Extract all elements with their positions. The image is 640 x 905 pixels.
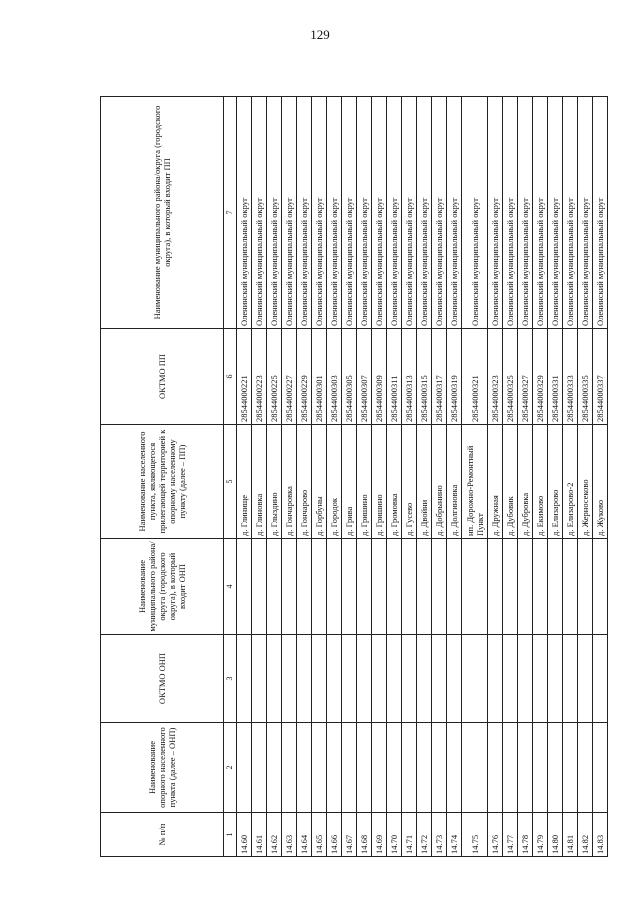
onp-district-cell	[342, 539, 357, 635]
table-row	[593, 97, 608, 857]
pp-name-cell: д. Елизарово-2	[563, 425, 578, 539]
onp-oktmo-cell	[267, 635, 282, 723]
onp-oktmo-cell	[578, 635, 593, 723]
onp-district-cell	[357, 539, 372, 635]
table-header-row	[101, 97, 224, 857]
pp-oktmo-cell: 28544000221	[237, 329, 252, 425]
table-row	[417, 97, 432, 857]
onp-district-cell	[518, 539, 533, 635]
pp-name-cell: д. Гришино	[372, 425, 387, 539]
pp-name-cell: нп. Дорожно-Ремонтный Пункт	[462, 425, 488, 539]
pp-name-cell: д. Дубровка	[518, 425, 533, 539]
onp-district-cell	[312, 539, 327, 635]
onp-district-cell	[548, 539, 563, 635]
onp-district-cell	[488, 539, 503, 635]
onp-name-cell	[432, 723, 447, 813]
onp-district-cell	[447, 539, 462, 635]
onp-district-cell	[593, 539, 608, 635]
onp-district-cell	[563, 539, 578, 635]
onp-district-cell	[327, 539, 342, 635]
onp-name-cell	[503, 723, 518, 813]
onp-district-cell	[402, 539, 417, 635]
onp-district-cell	[417, 539, 432, 635]
pp-district-cell: Оленинский муниципальный округ	[563, 97, 578, 329]
onp-name-cell	[593, 723, 608, 813]
onp-name-cell	[252, 723, 267, 813]
header-number: № п/п	[101, 813, 224, 857]
table-row	[357, 97, 372, 857]
table-row	[402, 97, 417, 857]
table-row	[282, 97, 297, 857]
row-number-cell: 14.67	[342, 813, 357, 857]
pp-name-cell: д. Елизарово	[548, 425, 563, 539]
row-number-cell: 14.80	[548, 813, 563, 857]
pp-district-cell: Оленинский муниципальный округ	[297, 97, 312, 329]
pp-district-cell: Оленинский муниципальный округ	[342, 97, 357, 329]
row-number-cell: 14.75	[462, 813, 488, 857]
onp-district-cell	[462, 539, 488, 635]
table-row	[518, 97, 533, 857]
pp-oktmo-cell: 28544000335	[578, 329, 593, 425]
row-number-cell: 14.68	[357, 813, 372, 857]
pp-district-cell: Оленинский муниципальный округ	[267, 97, 282, 329]
pp-oktmo-cell: 28544000309	[372, 329, 387, 425]
table-row	[578, 97, 593, 857]
pp-district-cell: Оленинский муниципальный округ	[593, 97, 608, 329]
onp-oktmo-cell	[533, 635, 548, 723]
pp-oktmo-cell: 28544000329	[533, 329, 548, 425]
row-number-cell: 14.69	[372, 813, 387, 857]
onp-name-cell	[402, 723, 417, 813]
pp-oktmo-cell: 28544000311	[387, 329, 402, 425]
pp-oktmo-cell: 28544000229	[297, 329, 312, 425]
row-number-cell: 14.65	[312, 813, 327, 857]
row-number-cell: 14.66	[327, 813, 342, 857]
table-row	[327, 97, 342, 857]
header-pp-district: Наименование муниципального района/округа (городского округа), в который входит ПП	[101, 97, 224, 329]
table-row	[297, 97, 312, 857]
pp-name-cell: д. Добрынино	[432, 425, 447, 539]
onp-oktmo-cell	[402, 635, 417, 723]
onp-name-cell	[462, 723, 488, 813]
pp-name-cell: д. Гончарово	[297, 425, 312, 539]
onp-name-cell	[387, 723, 402, 813]
onp-oktmo-cell	[503, 635, 518, 723]
pp-oktmo-cell: 28544000337	[593, 329, 608, 425]
row-number-cell: 14.77	[503, 813, 518, 857]
onp-district-cell	[432, 539, 447, 635]
settlements-table	[100, 96, 608, 857]
header-onp-name: Наименование опорного населенного пункта (далее – ОНП)	[101, 723, 224, 813]
pp-name-cell: д. Гусево	[402, 425, 417, 539]
onp-oktmo-cell	[357, 635, 372, 723]
pp-oktmo-cell: 28544000321	[462, 329, 488, 425]
pp-oktmo-cell: 28544000315	[417, 329, 432, 425]
onp-name-cell	[342, 723, 357, 813]
pp-district-cell: Оленинский муниципальный округ	[357, 97, 372, 329]
table-row	[563, 97, 578, 857]
table-row	[342, 97, 357, 857]
table-row	[533, 97, 548, 857]
pp-district-cell: Оленинский муниципальный округ	[372, 97, 387, 329]
pp-oktmo-cell: 28544000325	[503, 329, 518, 425]
header-onp-oktmo: ОКТМО ОНП	[101, 635, 224, 723]
onp-oktmo-cell	[387, 635, 402, 723]
onp-oktmo-cell	[312, 635, 327, 723]
onp-name-cell	[533, 723, 548, 813]
onp-oktmo-cell	[237, 635, 252, 723]
column-number: 2	[224, 723, 237, 813]
row-number-cell: 14.64	[297, 813, 312, 857]
onp-oktmo-cell	[297, 635, 312, 723]
pp-district-cell: Оленинский муниципальный округ	[503, 97, 518, 329]
onp-district-cell	[297, 539, 312, 635]
pp-district-cell: Оленинский муниципальный округ	[252, 97, 267, 329]
pp-name-cell: д. Грива	[342, 425, 357, 539]
page-number: 129	[310, 27, 330, 42]
onp-name-cell	[578, 723, 593, 813]
pp-name-cell: д. Двойни	[417, 425, 432, 539]
table-viewport	[100, 55, 605, 857]
pp-oktmo-cell: 28544000305	[342, 329, 357, 425]
onp-name-cell	[518, 723, 533, 813]
pp-oktmo-cell: 28544000323	[488, 329, 503, 425]
pp-district-cell: Оленинский муниципальный округ	[282, 97, 297, 329]
onp-oktmo-cell	[548, 635, 563, 723]
onp-district-cell	[578, 539, 593, 635]
onp-name-cell	[282, 723, 297, 813]
header-pp-oktmo: ОКТМО ПП	[101, 329, 224, 425]
pp-oktmo-cell: 28544000301	[312, 329, 327, 425]
pp-district-cell: Оленинский муниципальный округ	[518, 97, 533, 329]
pp-oktmo-cell: 28544000317	[432, 329, 447, 425]
column-number: 4	[224, 539, 237, 635]
column-numbers-row	[224, 97, 237, 857]
onp-name-cell	[312, 723, 327, 813]
row-number-cell: 14.73	[432, 813, 447, 857]
pp-name-cell: д. Жерносеково	[578, 425, 593, 539]
pp-name-cell: д. Глинище	[237, 425, 252, 539]
row-number-cell: 14.83	[593, 813, 608, 857]
pp-name-cell: д. Глиновка	[252, 425, 267, 539]
header-onp-district: Наименование муниципального района/округа (городского округа), в который входит ОНП	[101, 539, 224, 635]
onp-oktmo-cell	[417, 635, 432, 723]
pp-name-cell: д. Дубовик	[503, 425, 518, 539]
column-number: 3	[224, 635, 237, 723]
pp-district-cell: Оленинский муниципальный округ	[417, 97, 432, 329]
onp-oktmo-cell	[282, 635, 297, 723]
pp-oktmo-cell: 28544000331	[548, 329, 563, 425]
row-number-cell: 14.81	[563, 813, 578, 857]
onp-name-cell	[488, 723, 503, 813]
pp-oktmo-cell: 28544000307	[357, 329, 372, 425]
pp-name-cell: д. Глыздино	[267, 425, 282, 539]
pp-oktmo-cell: 28544000227	[282, 329, 297, 425]
onp-oktmo-cell	[372, 635, 387, 723]
pp-district-cell: Оленинский муниципальный округ	[462, 97, 488, 329]
onp-name-cell	[417, 723, 432, 813]
column-number: 6	[224, 329, 237, 425]
onp-name-cell	[327, 723, 342, 813]
pp-district-cell: Оленинский муниципальный округ	[237, 97, 252, 329]
table-row	[372, 97, 387, 857]
pp-name-cell: д. Гришино	[357, 425, 372, 539]
pp-district-cell: Оленинский муниципальный округ	[312, 97, 327, 329]
column-number: 5	[224, 425, 237, 539]
row-number-cell: 14.61	[252, 813, 267, 857]
onp-oktmo-cell	[432, 635, 447, 723]
pp-oktmo-cell: 28544000303	[327, 329, 342, 425]
onp-oktmo-cell	[447, 635, 462, 723]
onp-oktmo-cell	[342, 635, 357, 723]
table-row	[462, 97, 488, 857]
onp-district-cell	[533, 539, 548, 635]
pp-district-cell: Оленинский муниципальный округ	[402, 97, 417, 329]
pp-district-cell: Оленинский муниципальный округ	[488, 97, 503, 329]
onp-name-cell	[372, 723, 387, 813]
onp-district-cell	[267, 539, 282, 635]
row-number-cell: 14.72	[417, 813, 432, 857]
table-row	[548, 97, 563, 857]
pp-oktmo-cell: 28544000319	[447, 329, 462, 425]
table-row	[387, 97, 402, 857]
pp-oktmo-cell: 28544000327	[518, 329, 533, 425]
row-number-cell: 14.74	[447, 813, 462, 857]
table-row	[267, 97, 282, 857]
table-row	[252, 97, 267, 857]
onp-district-cell	[387, 539, 402, 635]
onp-name-cell	[267, 723, 282, 813]
onp-oktmo-cell	[488, 635, 503, 723]
row-number-cell: 14.76	[488, 813, 503, 857]
pp-oktmo-cell: 28544000223	[252, 329, 267, 425]
pp-name-cell: д. Екимово	[533, 425, 548, 539]
row-number-cell: 14.82	[578, 813, 593, 857]
row-number-cell: 14.71	[402, 813, 417, 857]
table-row	[503, 97, 518, 857]
row-number-cell: 14.79	[533, 813, 548, 857]
table-row	[312, 97, 327, 857]
onp-name-cell	[548, 723, 563, 813]
header-pp-name: Наименование населенного пункта, являющегося прилегающей территорией к опорному населенному пункту (далее – ПП)	[101, 425, 224, 539]
table-row	[447, 97, 462, 857]
pp-name-cell: д. Дружная	[488, 425, 503, 539]
pp-oktmo-cell: 28544000333	[563, 329, 578, 425]
column-number: 1	[224, 813, 237, 857]
onp-oktmo-cell	[518, 635, 533, 723]
table-row	[237, 97, 252, 857]
onp-district-cell	[252, 539, 267, 635]
pp-district-cell: Оленинский муниципальный округ	[432, 97, 447, 329]
pp-name-cell: д. Городок	[327, 425, 342, 539]
onp-district-cell	[237, 539, 252, 635]
onp-oktmo-cell	[252, 635, 267, 723]
pp-district-cell: Оленинский муниципальный округ	[533, 97, 548, 329]
onp-oktmo-cell	[593, 635, 608, 723]
column-number: 7	[224, 97, 237, 329]
table-body	[237, 97, 608, 857]
table-row	[432, 97, 447, 857]
onp-name-cell	[447, 723, 462, 813]
row-number-cell: 14.70	[387, 813, 402, 857]
pp-district-cell: Оленинский муниципальный округ	[447, 97, 462, 329]
onp-district-cell	[503, 539, 518, 635]
pp-district-cell: Оленинский муниципальный округ	[387, 97, 402, 329]
row-number-cell: 14.63	[282, 813, 297, 857]
onp-district-cell	[282, 539, 297, 635]
pp-oktmo-cell: 28544000313	[402, 329, 417, 425]
row-number-cell: 14.60	[237, 813, 252, 857]
onp-name-cell	[237, 723, 252, 813]
onp-oktmo-cell	[462, 635, 488, 723]
row-number-cell: 14.62	[267, 813, 282, 857]
onp-name-cell	[357, 723, 372, 813]
pp-district-cell: Оленинский муниципальный округ	[578, 97, 593, 329]
pp-oktmo-cell: 28544000225	[267, 329, 282, 425]
pp-district-cell: Оленинский муниципальный округ	[548, 97, 563, 329]
pp-name-cell: д. Жуково	[593, 425, 608, 539]
pp-name-cell: д. Громовка	[387, 425, 402, 539]
table-row	[488, 97, 503, 857]
onp-district-cell	[372, 539, 387, 635]
rotated-table-container	[100, 97, 605, 857]
pp-name-cell: д. Горбуны	[312, 425, 327, 539]
onp-oktmo-cell	[563, 635, 578, 723]
onp-name-cell	[563, 723, 578, 813]
onp-name-cell	[297, 723, 312, 813]
pp-name-cell: д. Гончаровка	[282, 425, 297, 539]
pp-district-cell: Оленинский муниципальный округ	[327, 97, 342, 329]
onp-oktmo-cell	[327, 635, 342, 723]
pp-name-cell: д. Долгиновка	[447, 425, 462, 539]
row-number-cell: 14.78	[518, 813, 533, 857]
